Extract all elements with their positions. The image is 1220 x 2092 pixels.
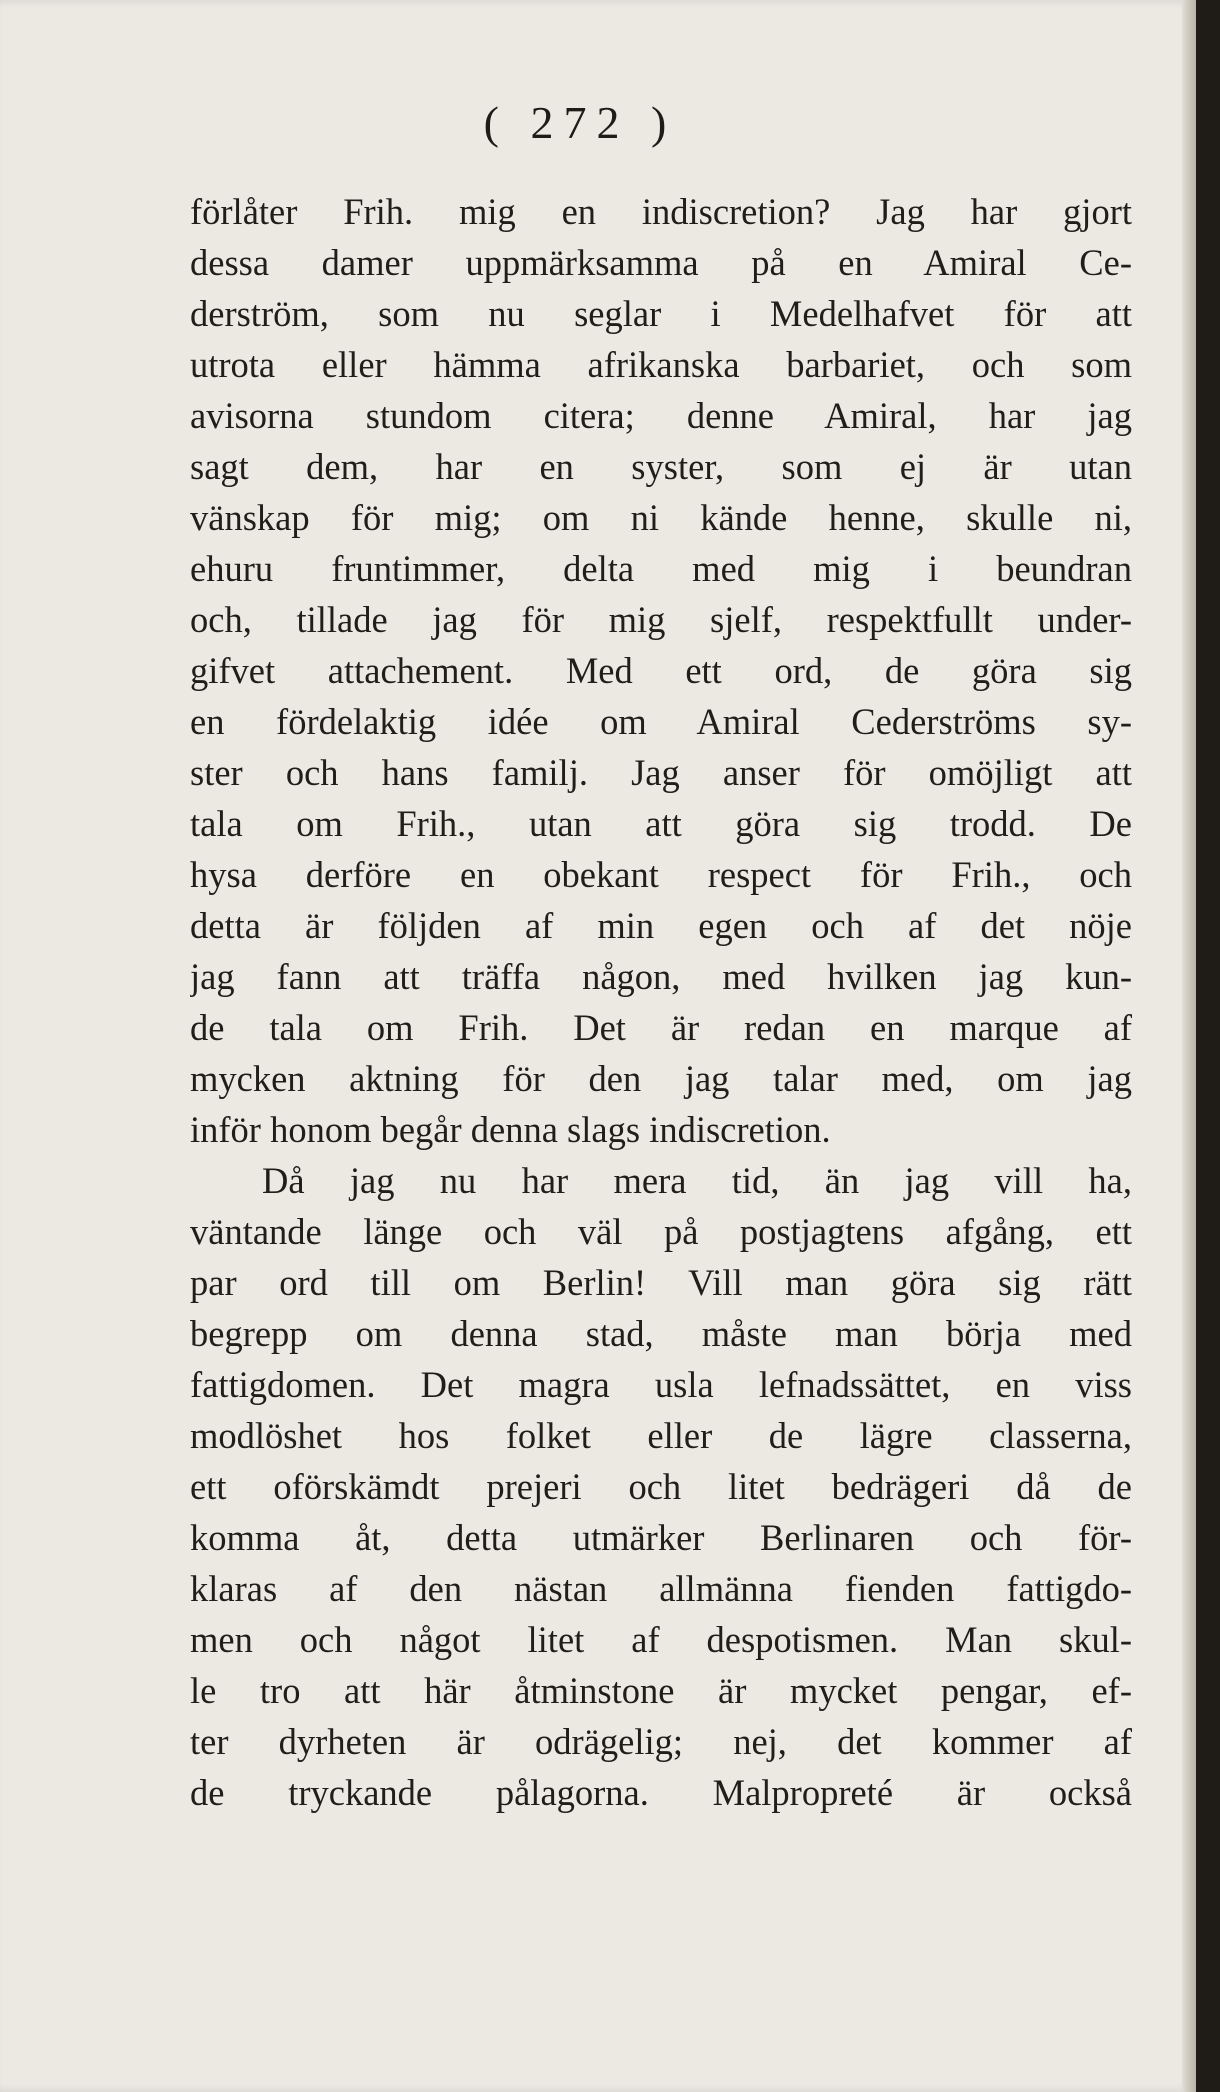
text-line: ter dyrheten är odrägelig; nej, det kommer af — [190, 1721, 1132, 1762]
text-line: ster och hans familj. Jag anser för omöjligt att — [190, 752, 1132, 793]
text-line: väntande länge och väl på postjagtens afgång, ett — [190, 1211, 1132, 1252]
text-line: hysa derföre en obekant respect för Frih., och — [190, 854, 1132, 895]
text-line: men och något litet af despotismen. Man skul- — [190, 1619, 1132, 1660]
text-line: utrota eller hämma afrikanska barbariet, och som — [190, 344, 1132, 385]
text-line: klaras af den nästan allmänna fienden fattigdo- — [190, 1568, 1132, 1609]
text-line: ehuru fruntimmer, delta med mig i beundran — [190, 548, 1132, 589]
text-line: dessa damer uppmärksamma på en Amiral Ce- — [190, 242, 1132, 283]
text-line: modlöshet hos folket eller de lägre classerna, — [190, 1415, 1132, 1456]
text-line: le tro att här åtminstone är mycket pengar, ef- — [190, 1670, 1132, 1711]
book-spine-shadow — [1196, 0, 1220, 2092]
text-line: en fördelaktig idée om Amiral Cederströms sy- — [190, 701, 1132, 742]
text-line: sagt dem, har en syster, som ej är utan — [190, 446, 1132, 487]
text-line: tala om Frih., utan att göra sig trodd. De — [190, 803, 1132, 844]
text-line: och, tillade jag för mig sjelf, respektfullt under- — [190, 599, 1132, 640]
page-edge-shadow — [1182, 0, 1196, 2092]
text-line: de tryckande pålagorna. Malpropreté är också — [190, 1772, 1132, 1813]
text-line: par ord till om Berlin! Vill man göra sig rätt — [190, 1262, 1132, 1303]
text-line: mycken aktning för den jag talar med, om jag — [190, 1058, 1132, 1099]
text-line: vänskap för mig; om ni kände henne, skulle ni, — [190, 497, 1132, 538]
text-line: gifvet attachement. Med ett ord, de göra sig — [190, 650, 1132, 691]
paragraph-end-line: inför honom begår denna slags indiscretion. — [190, 1109, 831, 1150]
text-line: komma åt, detta utmärker Berlinaren och för- — [190, 1517, 1132, 1558]
paragraph-start-line: Då jag nu har mera tid, än jag vill ha, — [262, 1160, 1132, 1201]
text-line: detta är följden af min egen och af det nöje — [190, 905, 1132, 946]
body-text — [190, 186, 1132, 1818]
text-line: förlåter Frih. mig en indiscretion? Jag har gjort — [190, 191, 1132, 232]
text-line: jag fann att träffa någon, med hvilken jag kun- — [190, 956, 1132, 997]
text-line: derström, som nu seglar i Medelhafvet för att — [190, 293, 1132, 334]
text-line: fattigdomen. Det magra usla lefnadssättet, en viss — [190, 1364, 1132, 1405]
page-number: ( 272 ) — [483, 97, 677, 148]
text-line: ett oförskämdt prejeri och litet bedrägeri då de — [190, 1466, 1132, 1507]
text-line: begrepp om denna stad, måste man börja med — [190, 1313, 1132, 1354]
text-line: avisorna stundom citera; denne Amiral, har jag — [190, 395, 1132, 436]
text-line: de tala om Frih. Det är redan en marque af — [190, 1007, 1132, 1048]
